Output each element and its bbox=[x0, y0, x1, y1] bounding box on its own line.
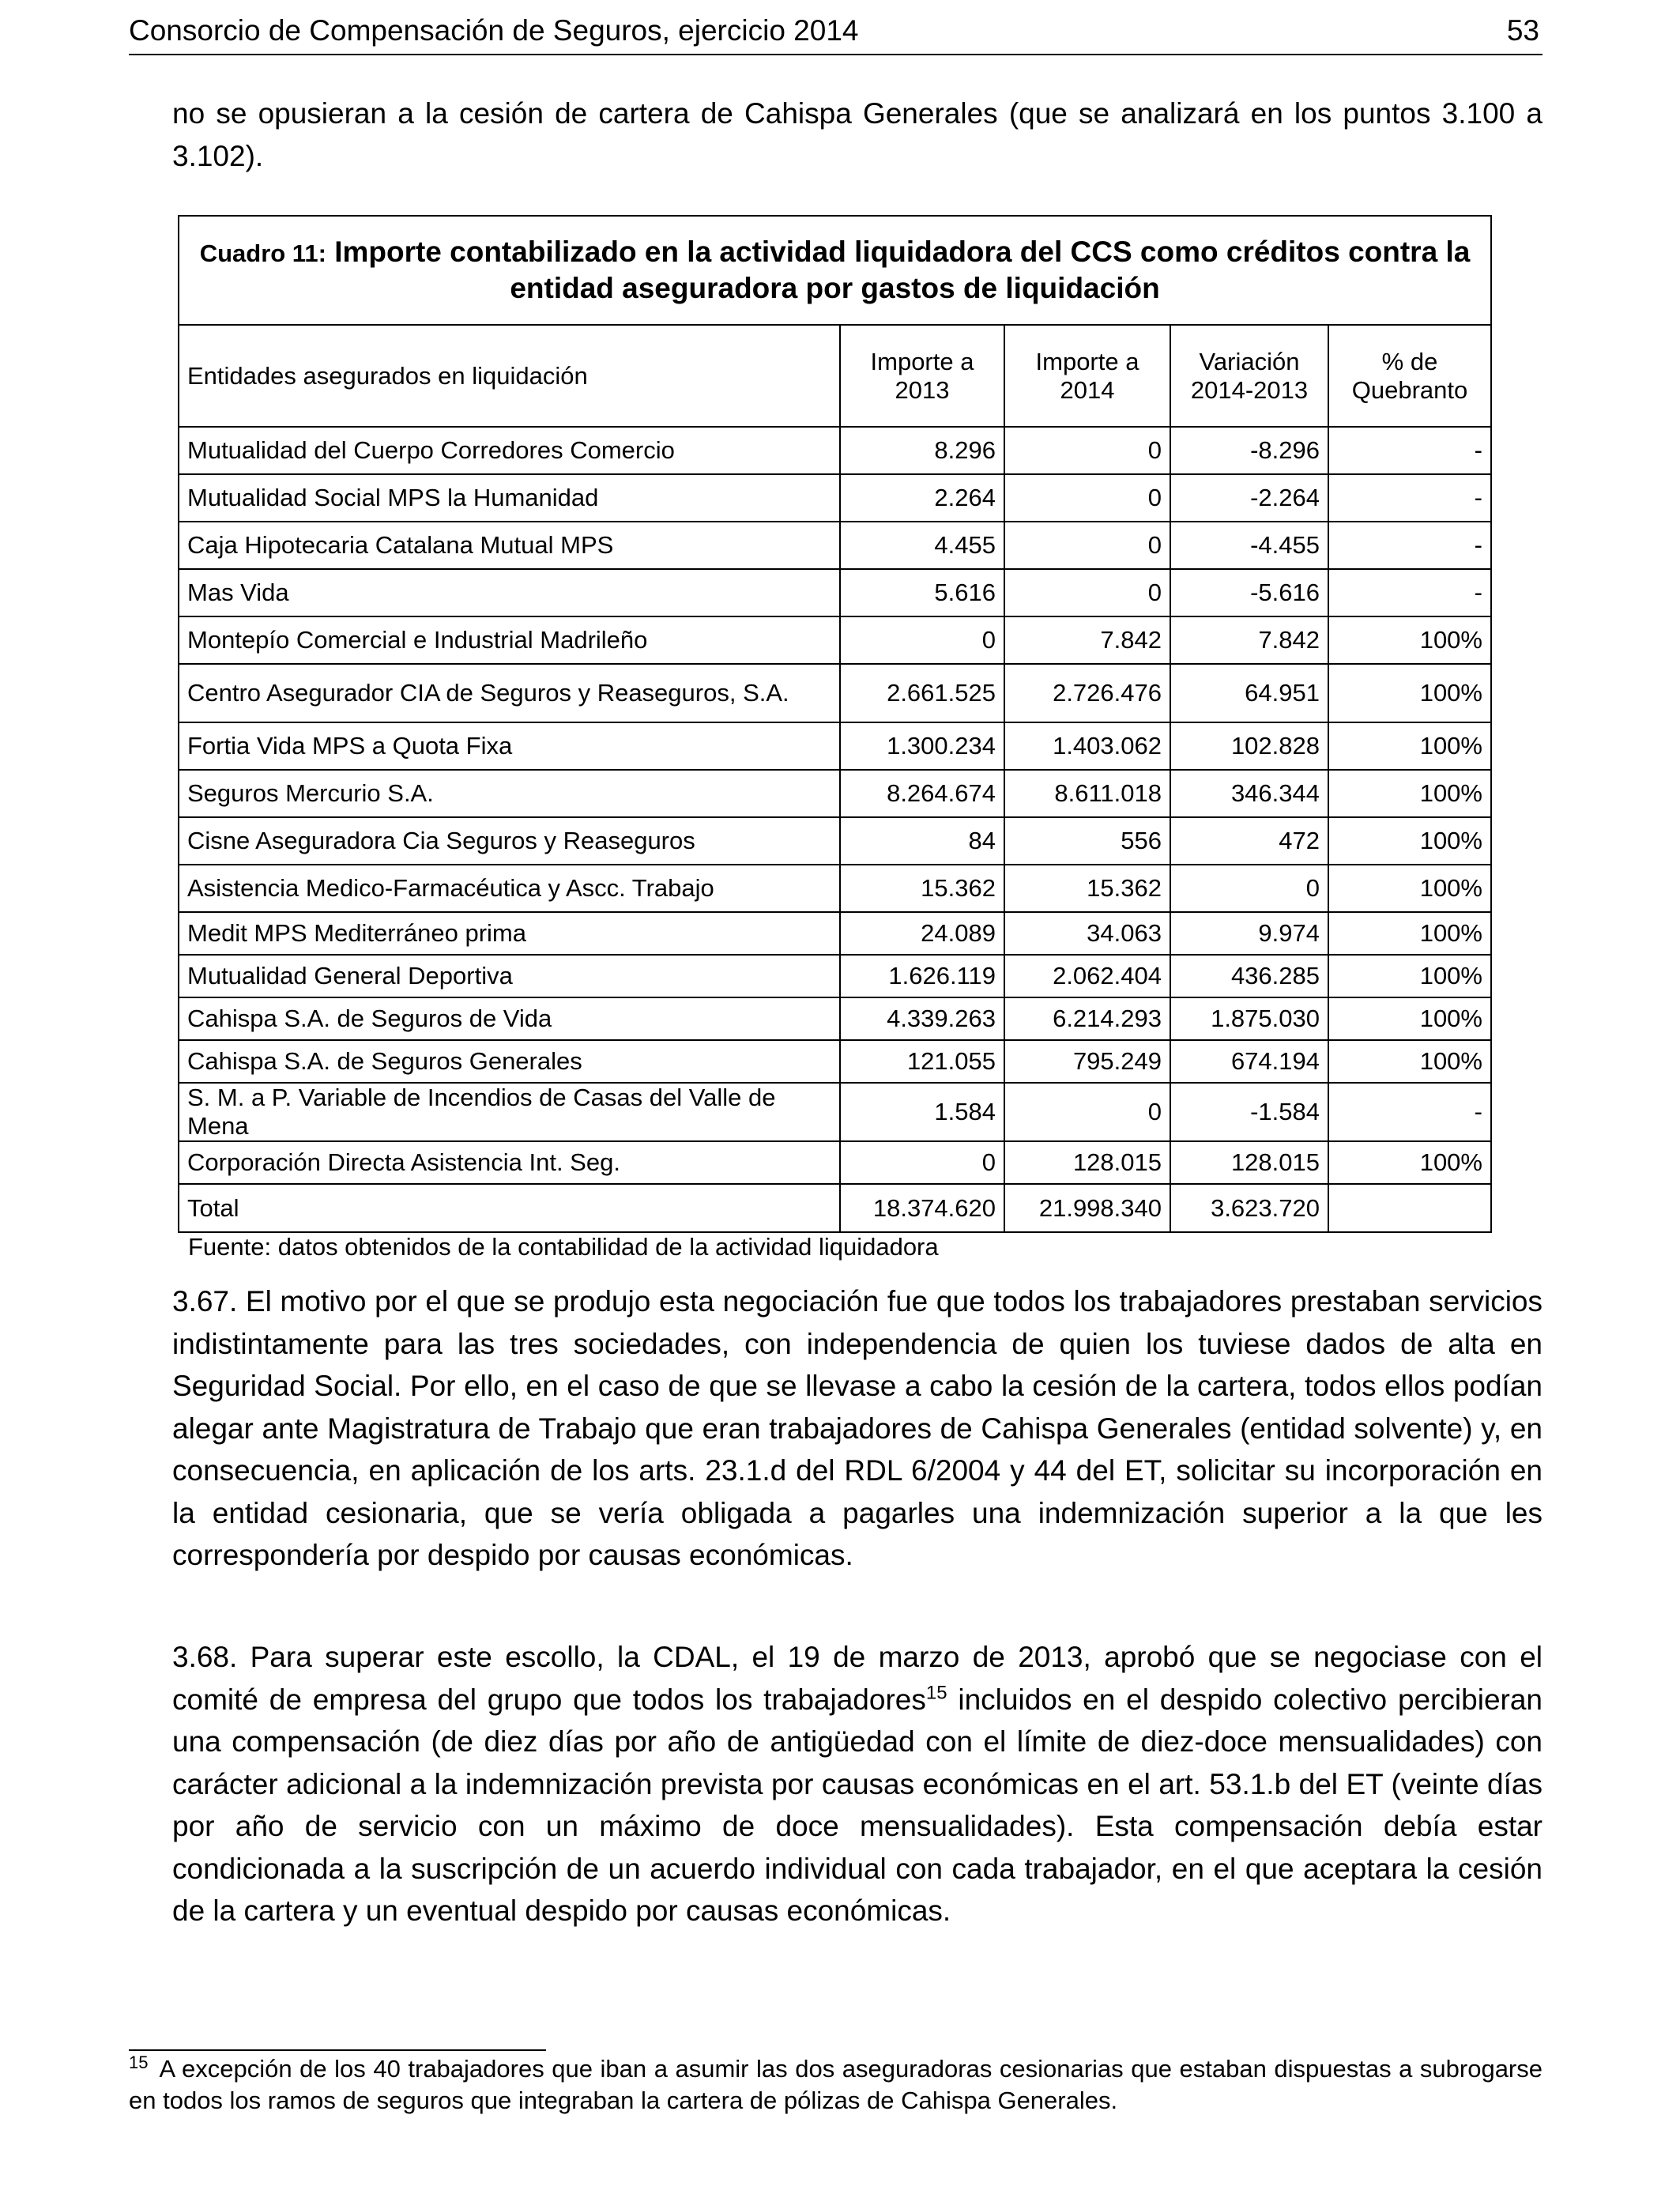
value-cell: 100% bbox=[1328, 1141, 1490, 1184]
entity-cell: Total bbox=[179, 1184, 840, 1231]
value-cell: 18.374.620 bbox=[840, 1184, 1004, 1231]
table-row bbox=[179, 1141, 1490, 1184]
value-cell: 2.264 bbox=[840, 474, 1004, 522]
footnote-number: 15 bbox=[129, 2052, 149, 2072]
value-cell: 15.362 bbox=[840, 865, 1004, 912]
value-cell: -2.264 bbox=[1170, 474, 1328, 522]
value-cell: 556 bbox=[1004, 817, 1170, 865]
value-cell: 0 bbox=[1004, 1083, 1170, 1141]
entity-cell: Medit MPS Mediterráneo prima bbox=[179, 912, 840, 955]
table-row bbox=[179, 1040, 1490, 1083]
value-cell: -4.455 bbox=[1170, 522, 1328, 569]
value-cell: 0 bbox=[840, 1141, 1004, 1184]
data-table bbox=[179, 326, 1490, 1231]
value-cell: 24.089 bbox=[840, 912, 1004, 955]
page-header bbox=[129, 11, 1543, 55]
paragraph-3-67: 3.67. El motivo por el que se produjo esta negociación fue que todos los trabajadores prestaban servicios indistintamente para las tres sociedades, con independencia de quien los tuviese dados de alta en Seguridad Social. Por ello, en el caso de que se llevase a cabo la cesión de la cartera, todos ellos podían alegar ante Magistratura de Trabajo que eran trabajadores de Cahispa Generales (entidad solvente) y, en consecuencia, en aplicación de los arts. 23.1.d del RDL 6/2004 y 44 del ET, solicitar su incorporación en la entidad cesionaria, que se vería obligada a pagarles una indemnización superior a la que les correspondería por despido por causas económicas. bbox=[172, 1285, 1543, 1571]
entity-cell: Corporación Directa Asistencia Int. Seg. bbox=[179, 1141, 840, 1184]
table-row bbox=[179, 912, 1490, 955]
table-row bbox=[179, 770, 1490, 817]
table-row bbox=[179, 955, 1490, 997]
value-cell: 100% bbox=[1328, 616, 1490, 664]
paragraph-3-68 bbox=[172, 1636, 1543, 1932]
entity-cell: Cahispa S.A. de Seguros de Vida bbox=[179, 997, 840, 1040]
entity-cell: Fortia Vida MPS a Quota Fixa bbox=[179, 722, 840, 770]
entity-cell: Seguros Mercurio S.A. bbox=[179, 770, 840, 817]
entity-cell: S. M. a P. Variable de Incendios de Casas del Valle de Mena bbox=[179, 1083, 840, 1141]
table-row bbox=[179, 1083, 1490, 1141]
value-cell: 100% bbox=[1328, 770, 1490, 817]
value-cell: 9.974 bbox=[1170, 912, 1328, 955]
value-cell: 1.300.234 bbox=[840, 722, 1004, 770]
value-cell: 0 bbox=[840, 616, 1004, 664]
paragraph-3-68-text-cont: incluidos en el despido colectivo percibieran una compensación (de diez días por año de antigüedad con el límite de diez-doce mensualidades) con carácter adicional a la indemnización prevista por causas económicas en el art. 53.1.b del ET (veinte días por año de servicio con un máximo de doce mensualidades). Esta compensación debía estar condicionada a la suscripción de un acuerdo individual con cada trabajador, en el que aceptara la cesión de la cartera y un eventual despido por causas económicas. bbox=[172, 1683, 1543, 1927]
value-cell: 4.455 bbox=[840, 522, 1004, 569]
value-cell: 100% bbox=[1328, 865, 1490, 912]
value-cell: -5.616 bbox=[1170, 569, 1328, 616]
page-number: 53 bbox=[1506, 14, 1539, 47]
value-cell: 5.616 bbox=[840, 569, 1004, 616]
value-cell: 21.998.340 bbox=[1004, 1184, 1170, 1231]
entity-cell: Cisne Aseguradora Cia Seguros y Reaseguros bbox=[179, 817, 840, 865]
value-cell: 674.194 bbox=[1170, 1040, 1328, 1083]
table-row bbox=[179, 997, 1490, 1040]
value-cell: - bbox=[1328, 474, 1490, 522]
intro-paragraph: no se opusieran a la cesión de cartera de Cahispa Generales (que se analizará en los puntos 3.100 a 3.102). bbox=[172, 97, 1543, 172]
table-caption bbox=[179, 217, 1490, 326]
value-cell: -8.296 bbox=[1170, 427, 1328, 474]
value-cell: 1.584 bbox=[840, 1083, 1004, 1141]
footnote bbox=[129, 2053, 1543, 2117]
entity-cell: Asistencia Medico-Farmacéutica y Ascc. Trabajo bbox=[179, 865, 840, 912]
table-row bbox=[179, 817, 1490, 865]
value-cell: 0 bbox=[1004, 569, 1170, 616]
value-cell: 100% bbox=[1328, 722, 1490, 770]
value-cell: 0 bbox=[1004, 474, 1170, 522]
value-cell: 6.214.293 bbox=[1004, 997, 1170, 1040]
value-cell: 128.015 bbox=[1004, 1141, 1170, 1184]
value-cell: 2.661.525 bbox=[840, 664, 1004, 722]
table-caption-label: Cuadro 11: bbox=[199, 239, 326, 267]
value-cell: 1.626.119 bbox=[840, 955, 1004, 997]
document-title: Consorcio de Compensación de Seguros, ejercicio 2014 bbox=[129, 14, 859, 47]
table-row bbox=[179, 427, 1490, 474]
table-row bbox=[179, 616, 1490, 664]
table-row bbox=[179, 865, 1490, 912]
value-cell: 121.055 bbox=[840, 1040, 1004, 1083]
entity-cell: Mutualidad General Deportiva bbox=[179, 955, 840, 997]
entity-cell: Mutualidad del Cuerpo Corredores Comercio bbox=[179, 427, 840, 474]
value-cell: 100% bbox=[1328, 1040, 1490, 1083]
value-cell: 4.339.263 bbox=[840, 997, 1004, 1040]
value-cell: 3.623.720 bbox=[1170, 1184, 1328, 1231]
value-cell: - bbox=[1328, 427, 1490, 474]
value-cell: 84 bbox=[840, 817, 1004, 865]
entity-cell: Caja Hipotecaria Catalana Mutual MPS bbox=[179, 522, 840, 569]
value-cell: - bbox=[1328, 569, 1490, 616]
entity-cell: Cahispa S.A. de Seguros Generales bbox=[179, 1040, 840, 1083]
table-total-row bbox=[179, 1184, 1490, 1231]
column-header: Variación 2014-2013 bbox=[1170, 326, 1328, 427]
column-header: Importe a 2013 bbox=[840, 326, 1004, 427]
value-cell: - bbox=[1328, 522, 1490, 569]
value-cell: 100% bbox=[1328, 955, 1490, 997]
column-header: Entidades asegurados en liquidación bbox=[179, 326, 840, 427]
table-row bbox=[179, 522, 1490, 569]
table-row bbox=[179, 569, 1490, 616]
footnote-separator bbox=[129, 2049, 546, 2051]
value-cell: 34.063 bbox=[1004, 912, 1170, 955]
value-cell: 100% bbox=[1328, 912, 1490, 955]
value-cell: 1.403.062 bbox=[1004, 722, 1170, 770]
value-cell: 2.062.404 bbox=[1004, 955, 1170, 997]
value-cell: 100% bbox=[1328, 997, 1490, 1040]
value-cell: 102.828 bbox=[1170, 722, 1328, 770]
value-cell: 436.285 bbox=[1170, 955, 1328, 997]
value-cell: 7.842 bbox=[1170, 616, 1328, 664]
value-cell: 8.611.018 bbox=[1004, 770, 1170, 817]
value-cell: 8.296 bbox=[840, 427, 1004, 474]
value-cell: 64.951 bbox=[1170, 664, 1328, 722]
value-cell: - bbox=[1328, 1083, 1490, 1141]
cuadro-11-table bbox=[178, 215, 1492, 1233]
table-header-row bbox=[179, 326, 1490, 427]
table-source-note: Fuente: datos obtenidos de la contabilidad de la actividad liquidadora bbox=[188, 1233, 939, 1261]
column-header: Importe a 2014 bbox=[1004, 326, 1170, 427]
value-cell: 100% bbox=[1328, 817, 1490, 865]
column-header: % de Quebranto bbox=[1328, 326, 1490, 427]
table-row bbox=[179, 722, 1490, 770]
table-body bbox=[179, 427, 1490, 1231]
value-cell: 8.264.674 bbox=[840, 770, 1004, 817]
value-cell: 0 bbox=[1004, 522, 1170, 569]
table-caption-text: Importe contabilizado en la actividad liquidadora del CCS como créditos contra la entidad aseguradora por gastos de liquidación bbox=[334, 236, 1471, 304]
value-cell: 2.726.476 bbox=[1004, 664, 1170, 722]
value-cell: 1.875.030 bbox=[1170, 997, 1328, 1040]
entity-cell: Centro Asegurador CIA de Seguros y Reaseguros, S.A. bbox=[179, 664, 840, 722]
table-row bbox=[179, 664, 1490, 722]
value-cell: 15.362 bbox=[1004, 865, 1170, 912]
value-cell: 472 bbox=[1170, 817, 1328, 865]
paragraph-3-68-text: 3.68. Para superar este escollo, la CDAL, el 19 de marzo de 2013, aprobó que se negociase con el comité de empresa del grupo que todos los trabajadores bbox=[172, 1641, 1543, 1716]
value-cell: 346.344 bbox=[1170, 770, 1328, 817]
value-cell: 0 bbox=[1004, 427, 1170, 474]
value-cell: 100% bbox=[1328, 664, 1490, 722]
value-cell: 128.015 bbox=[1170, 1141, 1328, 1184]
value-cell: 0 bbox=[1170, 865, 1328, 912]
entity-cell: Montepío Comercial e Industrial Madrileño bbox=[179, 616, 840, 664]
entity-cell: Mas Vida bbox=[179, 569, 840, 616]
table-row bbox=[179, 474, 1490, 522]
value-cell: -1.584 bbox=[1170, 1083, 1328, 1141]
footnote-reference[interactable]: 15 bbox=[925, 1682, 947, 1704]
footnote-text: A excepción de los 40 trabajadores que iban a asumir las dos aseguradoras cesionarias que estaban dispuestas a subrogarse en todos los ramos de seguros que integraban la cartera de pólizas de Cahispa Generales. bbox=[129, 2055, 1543, 2114]
value-cell: 795.249 bbox=[1004, 1040, 1170, 1083]
value-cell bbox=[1328, 1184, 1490, 1231]
value-cell: 7.842 bbox=[1004, 616, 1170, 664]
entity-cell: Mutualidad Social MPS la Humanidad bbox=[179, 474, 840, 522]
